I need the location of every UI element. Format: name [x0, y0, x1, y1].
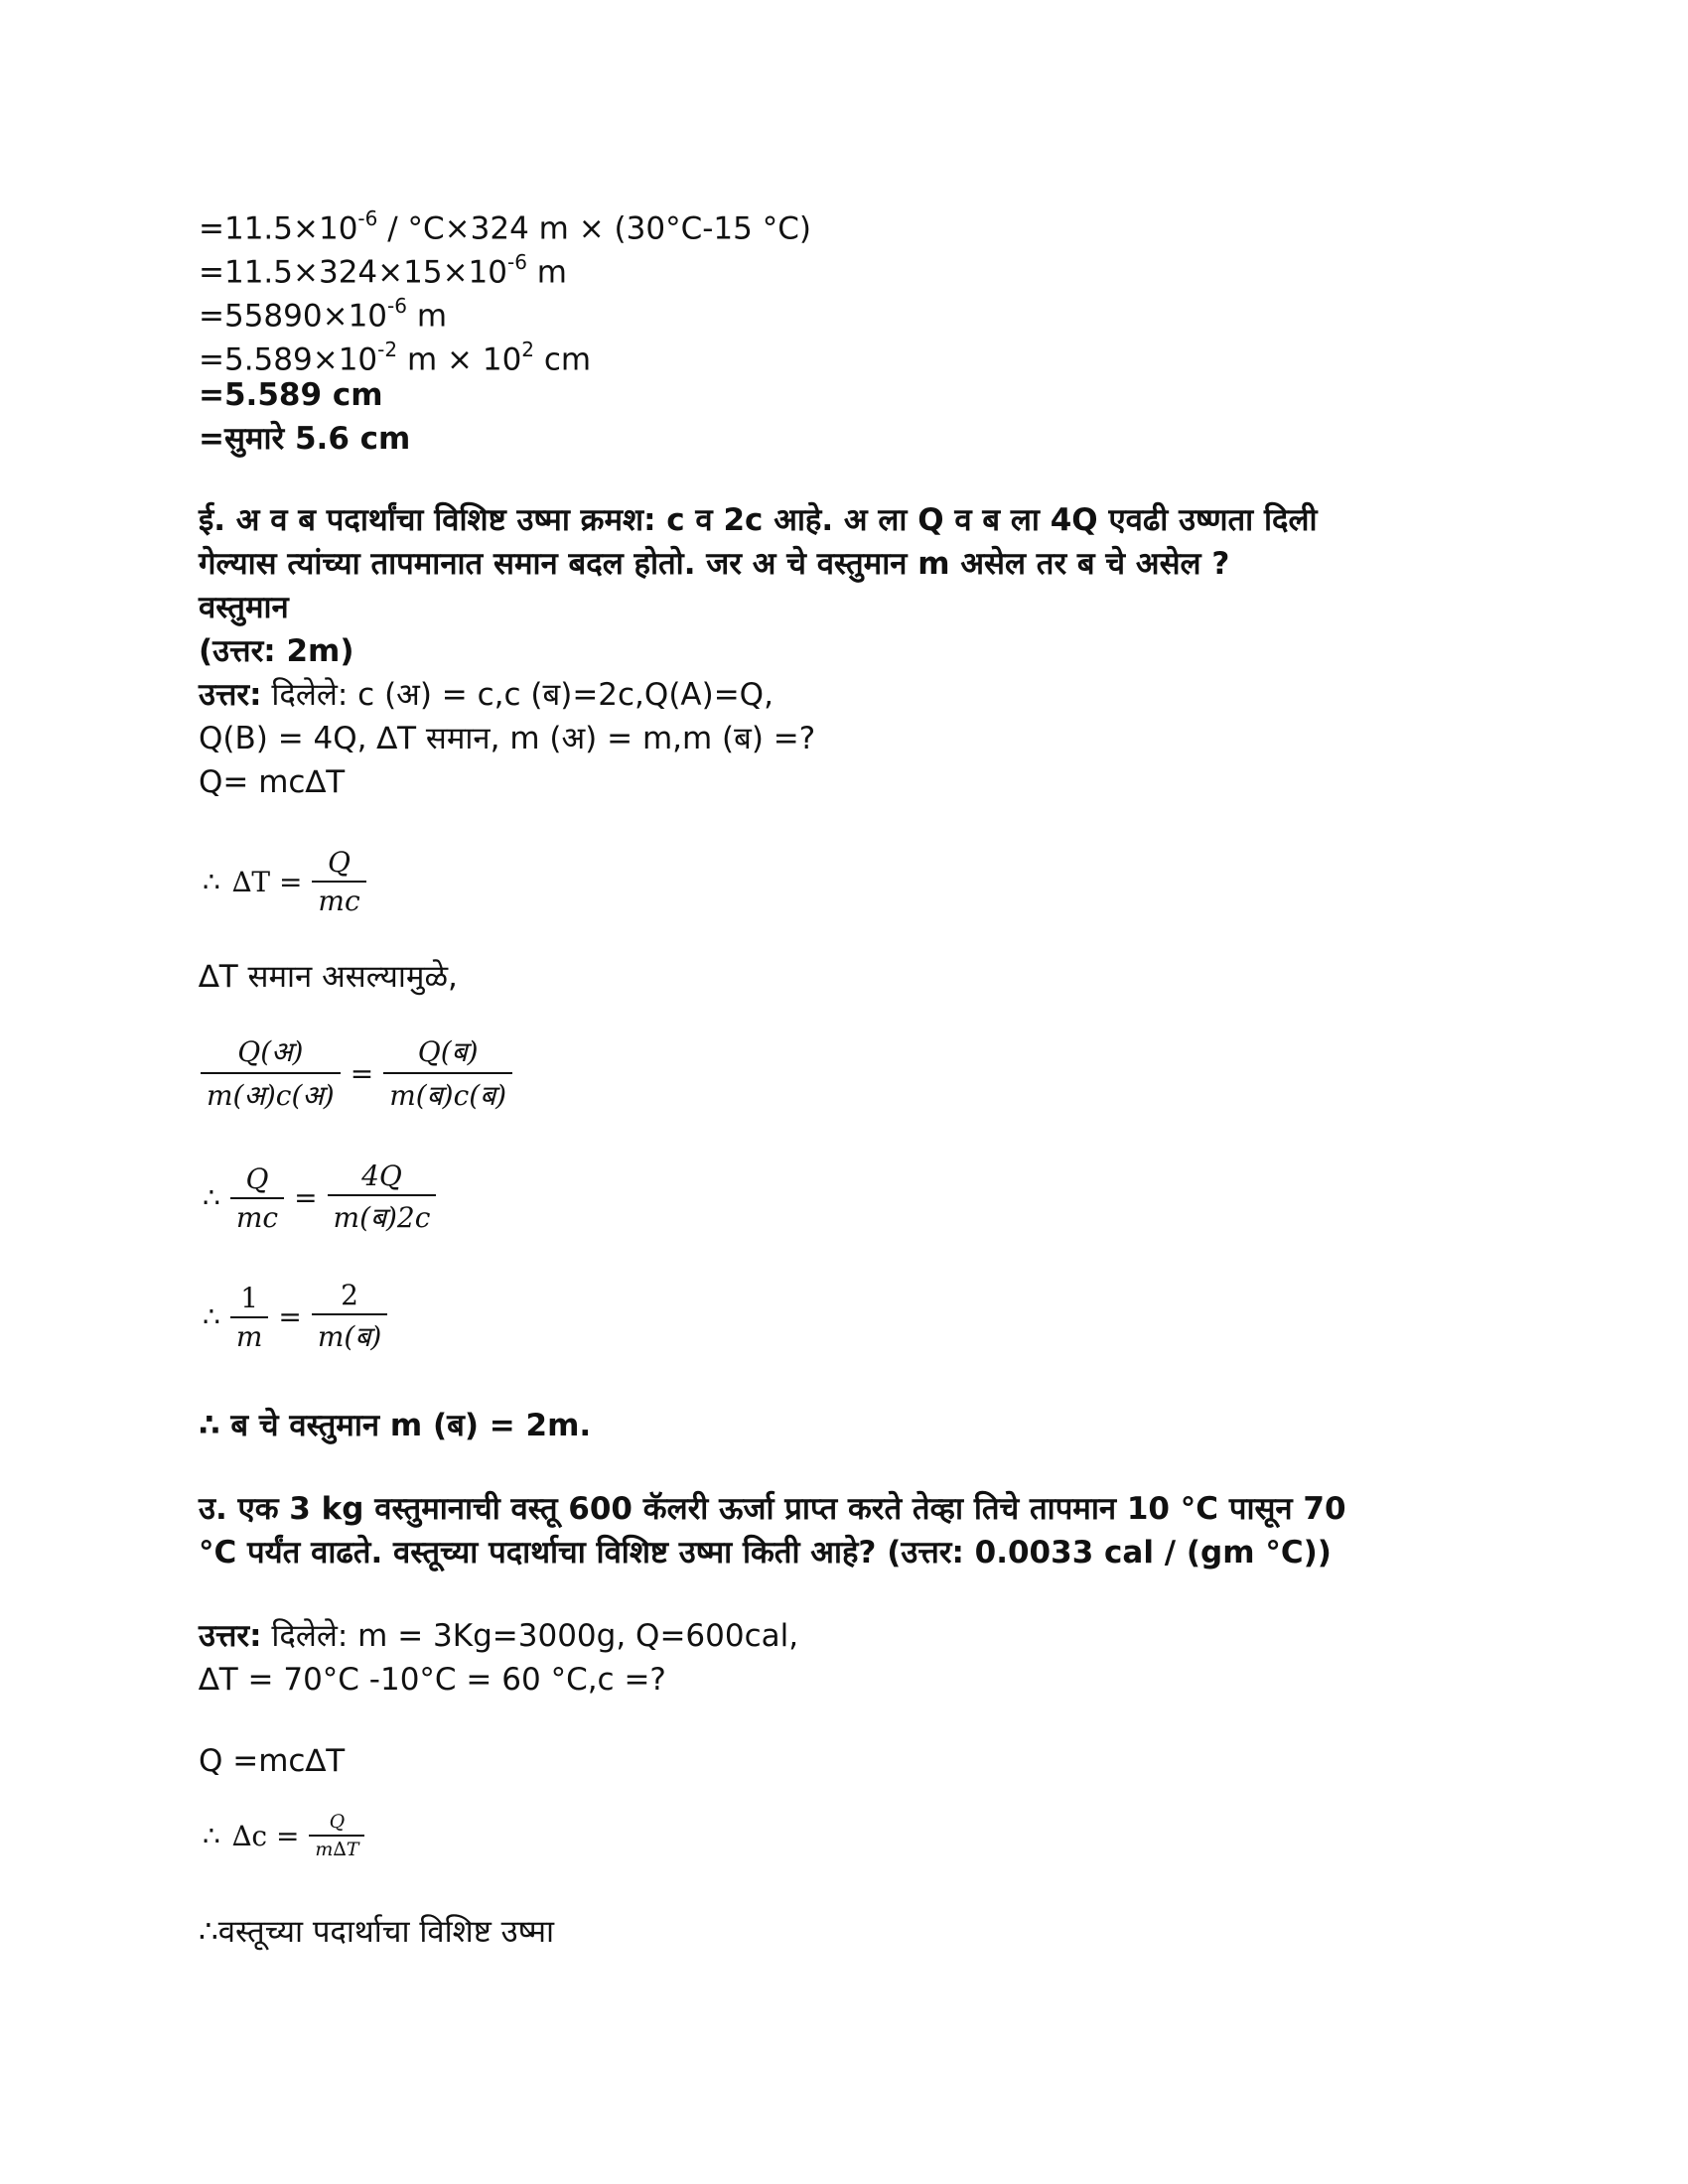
calc-line-2: $=11.5\times 324\times 15\times 10^{-6}$ m: [199, 250, 567, 291]
equation-ratio: $\frac{\text{Q(अ)}}{\text{m(अ)c(अ)}}$ = $\frac{\text{Q(ब)}}{\text{m(ब)c(ब)}}$: [197, 1032, 516, 1114]
calc-line-4: $=5.589\times 10^{-2}$ $m \times 10^2$ cm: [199, 338, 592, 378]
question-e-result: ∴ ब चे वस्तुमान m (ब) = 2m.: [199, 1408, 592, 1443]
question-e-line-2: गेल्यास त्यांच्या तापमानात समान बदल होतो. जर अ चे वस्तुमान m असेल तर ब चे असेल ?: [199, 546, 1230, 582]
calc-line-1: $=11.5\times 10^{-6} / ^\circ C\times 324$ m × (30°C-15 °C): [199, 206, 811, 247]
question-e-answer-hint: (उत्तर: 2m): [199, 633, 354, 669]
question-u-given-1: उत्तर: दिलेले: m = 3Kg=3000g, Q=600cal,: [199, 1618, 799, 1654]
question-e-given-1: उत्तर: दिलेले: c (अ) = c,c (ब)=2c,Q(A)=Q,: [199, 677, 774, 713]
question-e-given-2: Q(B) = 4Q, ∆T समान, m (अ) = m,m (ब) =?: [199, 721, 816, 756]
calc-result-cm: =5.589 cm: [199, 377, 383, 413]
question-e-formula: Q= mc∆T: [199, 764, 346, 800]
calc-result-approx: =सुमारे 5.6 cm: [199, 421, 411, 457]
equation-simplify: ∴ $\frac{1}{m}$ = $\frac{2}{\text{m(ब)}}$: [197, 1279, 391, 1355]
question-u-line-1: उ. एक 3 kg वस्तुमानाची वस्तू 600 कॅलरी ऊर्जा प्राप्त करते तेव्हा तिचे तापमान 10 °C पासून 70: [199, 1491, 1346, 1527]
question-u-line-2: °C पर्यंत वाढते. वस्तूच्या पदार्थाचा विशिष्ट उष्मा किती आहे? (उत्तर: 0.0033 cal / (gm °C)): [199, 1535, 1332, 1570]
question-e-line-3: वस्तुमान: [199, 590, 289, 625]
calc-line-3: $=55890\times 10^{-6}$ m: [199, 294, 448, 335]
question-u-last-line: ∴वस्तूच्या पदार्थाचा विशिष्ट उष्मा: [199, 1914, 555, 1950]
equation-substitute: ∴ $\frac{Q}{mc}$ = $\frac{4Q}{\text{m(ब)2c}}$: [197, 1160, 440, 1236]
equation-delta-c: ∴ ∆c = $\frac{Q}{m\Delta T}$: [197, 1811, 368, 1860]
question-e-line-1: ई. अ व ब पदार्थांचा विशिष्ट उष्मा क्रमश: c व 2c आहे. अ ला Q व ब ला 4Q एवढी उष्णता दिली: [199, 502, 1318, 538]
question-e-since: ∆T समान असल्यामुळे,: [199, 959, 458, 995]
equation-delta-t: ∴ ∆T = $\frac{Q}{mc}$: [197, 846, 370, 917]
question-u-given-2: ∆T = 70°C -10°C = 60 °C,c =?: [199, 1662, 666, 1698]
question-u-formula: Q =mc∆T: [199, 1743, 346, 1779]
